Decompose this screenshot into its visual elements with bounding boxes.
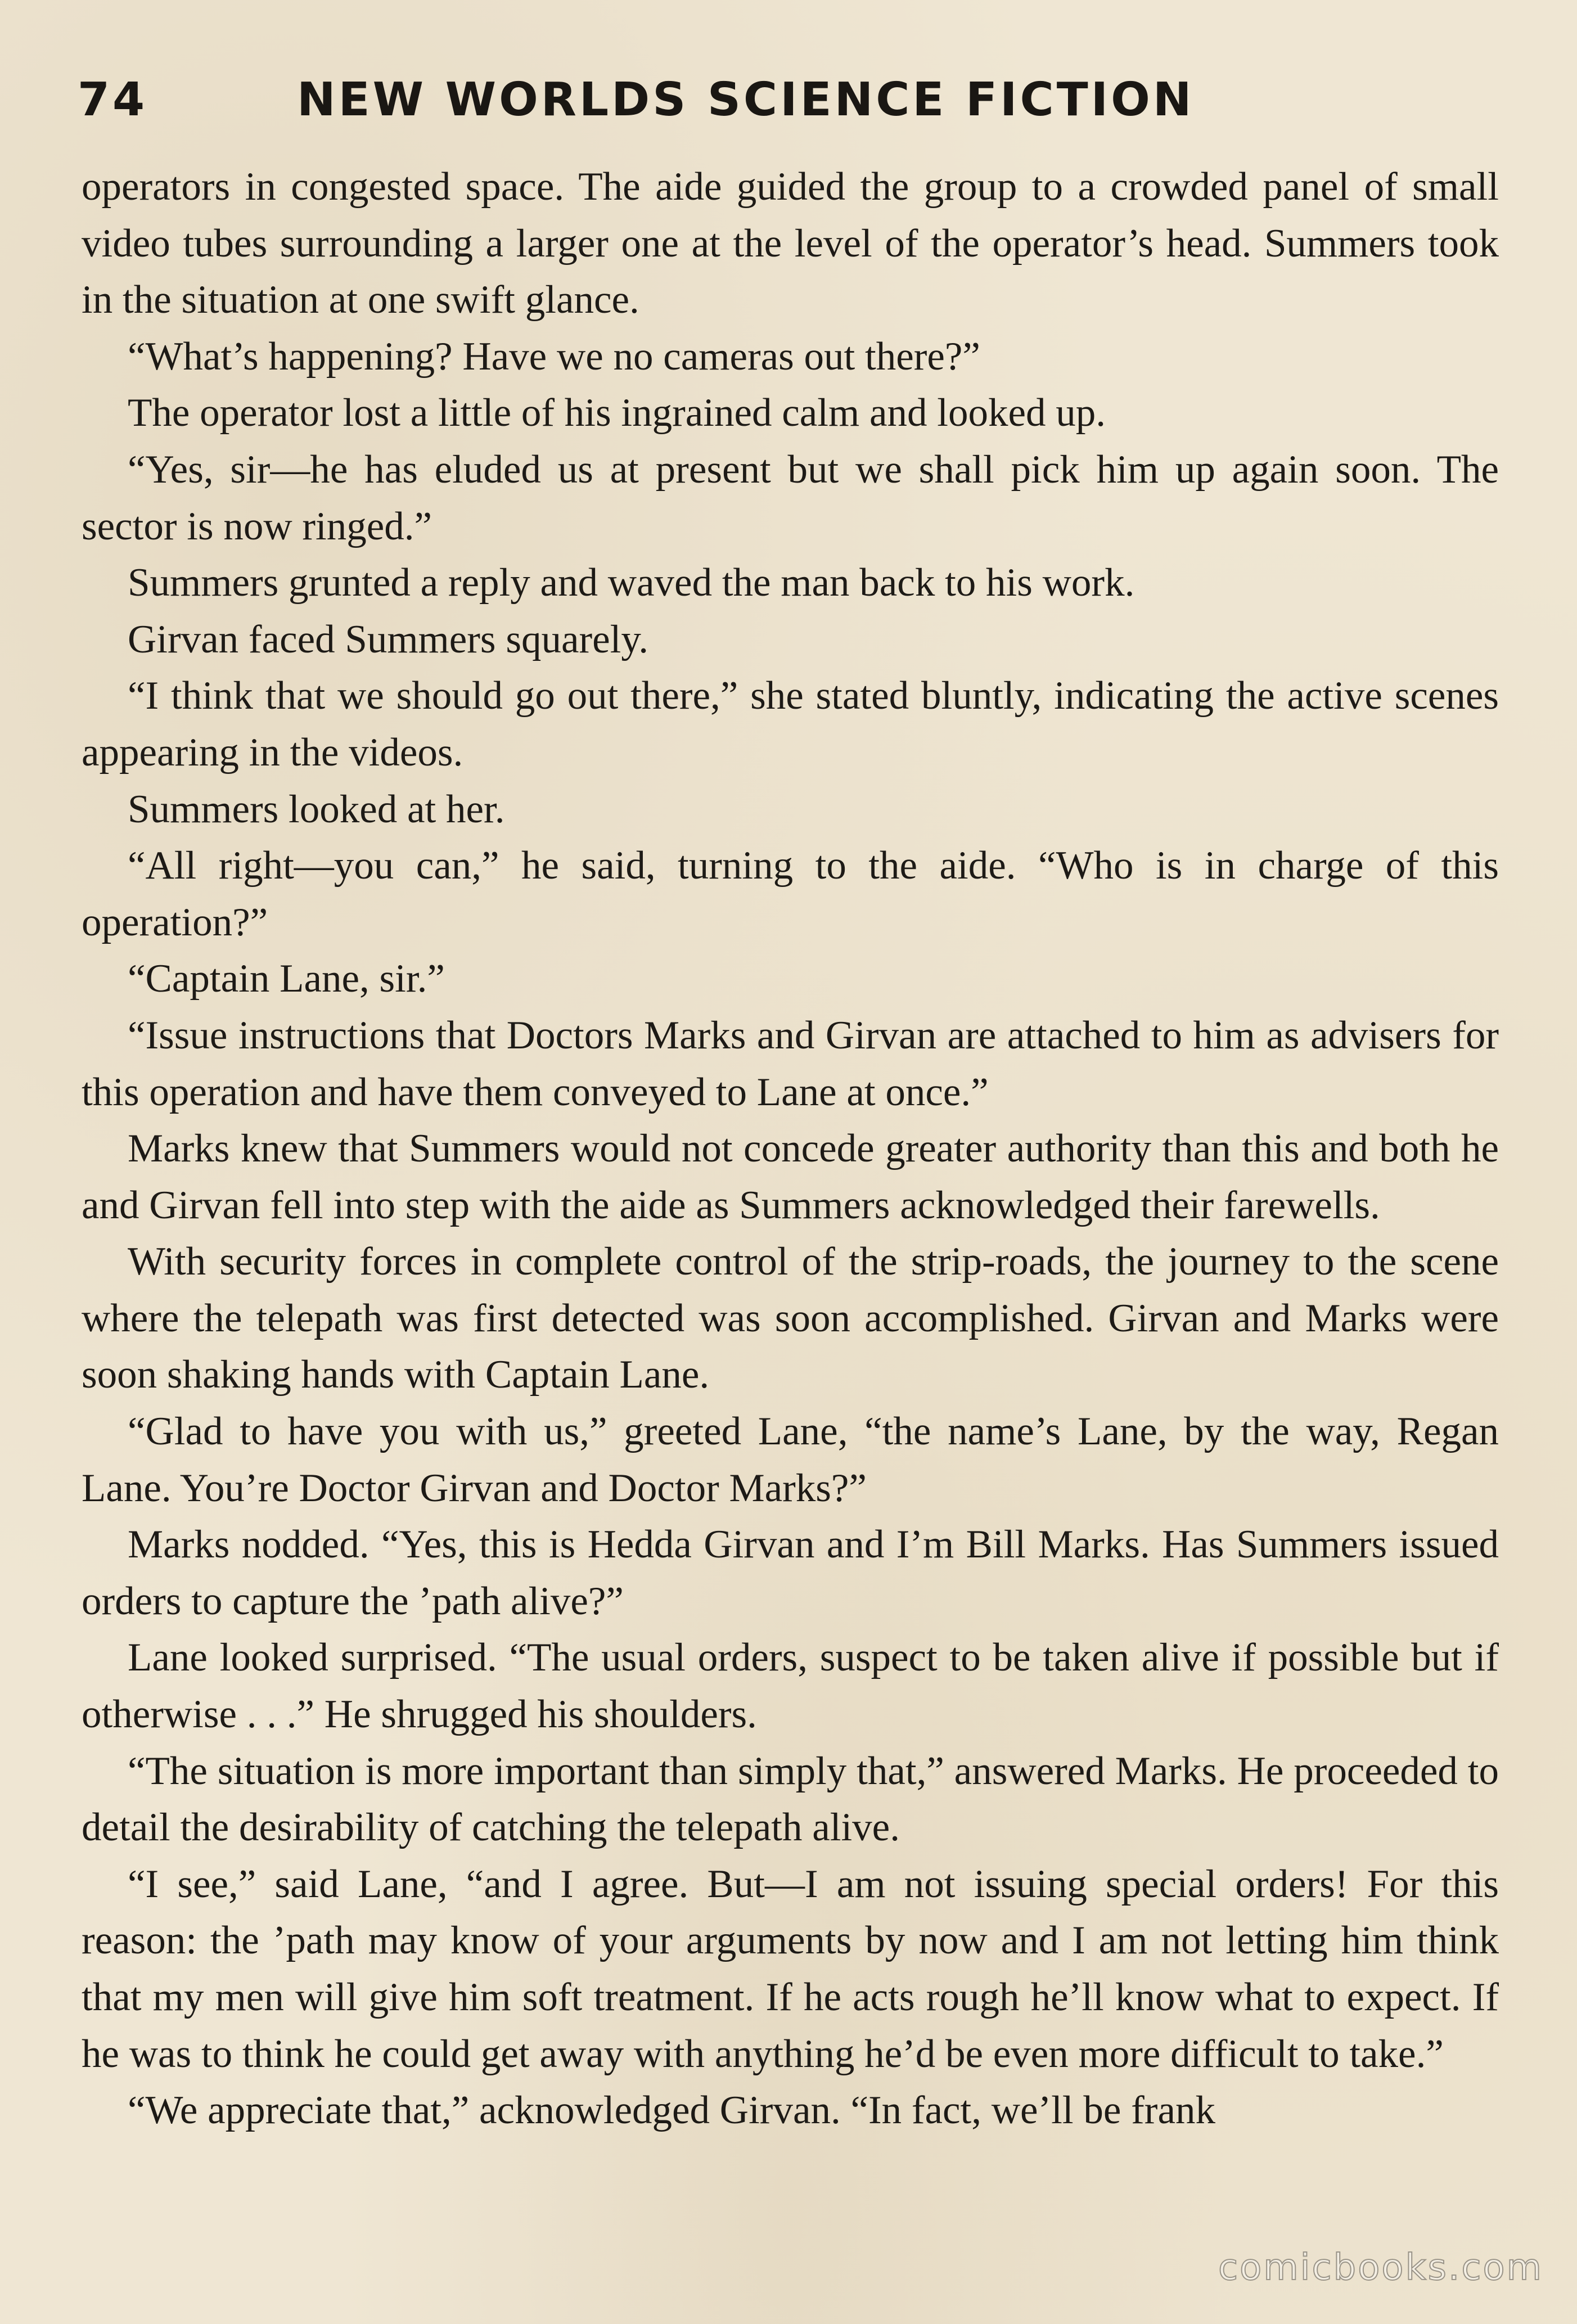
paragraph: “All right—you can,” he said, turning to the aide. “Who is in charge of this operation?”	[82, 844, 1499, 944]
paragraph: “I see,” said Lane, “and I agree. But—I am not issuing special orders! For this reason: the ’path may know of your arguments by now and I am not letting him think that my men will give him soft treatment. If he acts rough he’ll know what to expect. If he was to think he could get away with anything he’d be even more difficult to take.”	[82, 1862, 1499, 2076]
page-number: 74	[78, 73, 148, 127]
paragraph: operators in congested space. The aide guided the group to a crowded panel of small video tubes surrounding a larger one at the level of the operator’s head. Summers took in the situation at one swift glance.	[82, 165, 1499, 322]
paragraph: Summers looked at her.	[128, 787, 505, 831]
paragraph: Girvan faced Summers squarely.	[128, 617, 648, 661]
paragraph: “Issue instructions that Doctors Marks and Girvan are attached to him as advisers for this operation and have them conveyed to Lane at once.”	[82, 1013, 1499, 1114]
site-watermark: comicbooks.com	[1218, 2247, 1543, 2289]
paragraph: The operator lost a little of his ingrained calm and looked up.	[128, 391, 1106, 435]
paragraph: “What’s happening? Have we no cameras out there?”	[128, 334, 980, 379]
running-head	[78, 73, 1517, 141]
paragraph: “Glad to have you with us,” greeted Lane, “the name’s Lane, by the way, Regan Lane. You’re Doctor Girvan and Doctor Marks?”	[82, 1409, 1499, 1510]
paragraph: “The situation is more important than simply that,” answered Marks. He proceeded to detail the desirability of catching the telepath alive.	[82, 1749, 1499, 1850]
paragraph: With security forces in complete control of the strip-roads, the journey to the scene where the telepath was first detected was soon accomplished. Girvan and Marks were soon shaking hands with Captain Lane.	[82, 1240, 1499, 1397]
body-text	[82, 159, 1499, 2139]
magazine-title: NEW WORLDS SCIENCE FICTION	[297, 73, 1195, 127]
paragraph: Marks knew that Summers would not concede greater authority than this and both he and Girvan fell into step with the aide as Summers acknowledged their farewells.	[82, 1127, 1499, 1227]
paragraph: Marks nodded. “Yes, this is Hedda Girvan and I’m Bill Marks. Has Summers issued orders to capture the ’path alive?”	[82, 1523, 1499, 1623]
paragraph: “Yes, sir—he has eluded us at present but we shall pick him up again soon. The sector is now ringed.”	[82, 447, 1499, 548]
paragraph: Lane looked surprised. “The usual orders, suspect to be taken alive if possible but if otherwise . . .” He shrugged his shoulders.	[82, 1636, 1499, 1737]
paragraph: “I think that we should go out there,” she stated bluntly, indicating the active scenes appearing in the videos.	[82, 674, 1499, 774]
paragraph: Summers grunted a reply and waved the man back to his work.	[128, 561, 1135, 605]
paragraph: “Captain Lane, sir.”	[128, 957, 445, 1001]
paragraph: “We appreciate that,” acknowledged Girvan. “In fact, we’ll be frank	[128, 2088, 1215, 2133]
